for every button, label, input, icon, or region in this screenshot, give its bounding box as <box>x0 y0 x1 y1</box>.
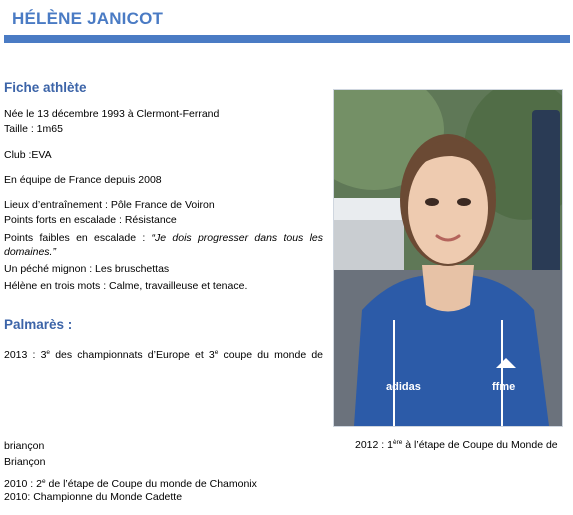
weaknesses-line <box>4 231 323 245</box>
palmares-2013-mid: des championnats d’Europe et 3e <box>55 349 219 361</box>
title-rule <box>4 35 570 43</box>
palmares-2010b-line: 2010: Championne du Monde Cadette <box>4 491 183 503</box>
guilty-pleasure-line: Un péché mignon : Les bruschettas <box>4 263 170 275</box>
athlete-name: HÉLÈNE JANICOT <box>12 9 164 28</box>
fiche-heading: Fiche athlète <box>4 80 87 95</box>
strengths-line: Points forts en escalade : Résistance <box>4 214 177 226</box>
training-line: Lieux d’entraînement : Pôle France de Voiron <box>4 199 215 211</box>
ffme-logo: ffme <box>492 381 516 393</box>
palmares-2013-year: 2013 : 3e <box>4 349 51 361</box>
weaknesses-label: Points faibles en escalade : <box>4 232 146 244</box>
club-line: Club :EVA <box>4 149 52 161</box>
palmares-2012-line: 2012 : 1ère à l’étape de Coupe du Monde de <box>355 439 558 451</box>
athlete-photo <box>333 89 563 427</box>
adidas-logo: adidas <box>386 381 421 393</box>
palmares-2010a-line: 2010 : 2e de l’étape de Coupe du monde de Chamonix <box>4 478 257 490</box>
palmares-2013-city: briançon <box>4 440 45 452</box>
birth-line: Née le 13 décembre 1993 à Clermont-Ferrand <box>4 108 220 120</box>
palmares-heading: Palmarès : <box>4 317 73 332</box>
weaknesses-quote-end: domaines.” <box>4 246 56 258</box>
team-line: En équipe de France depuis 2008 <box>4 174 162 186</box>
weaknesses-quote: “Je dois progresser dans tous les <box>151 232 323 244</box>
palmares-2012-city: Briançon <box>4 456 46 468</box>
three-words-line: Hélène en trois mots : Calme, travailleuse et tenace. <box>4 280 248 292</box>
palmares-2013-line <box>4 346 323 362</box>
palmares-2013-end: coupe du monde de <box>223 349 324 361</box>
height-line: Taille : 1m65 <box>4 123 63 135</box>
